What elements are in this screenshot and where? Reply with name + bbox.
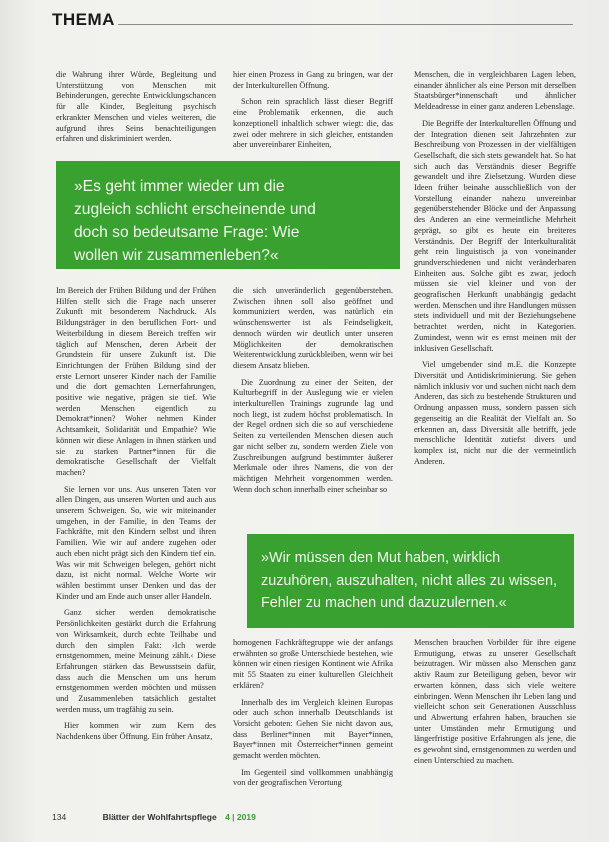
column-3-text [414,70,576,473]
page-footer [52,812,256,822]
paragraph: Innerhalb des im Vergleich kleinen Europas oder auch schon innerhalb Deutschlands ist Vorsicht geboten: Gehen Sie nicht davon aus, dass Berliner*innen mit Bayer*innen, Bayer*innen mit Österreicher*innen gemeint gemacht werden möchten. [233,697,393,761]
paragraph: hier einen Prozess in Gang zu bringen, war der der Interkulturellen Öffnung. [233,70,393,90]
pull-quote-2-line: zuzuhören, auszuhalten, nicht alles zu wissen, [261,572,557,589]
paragraph: Die Zuordnung zu einer der Seiten, der Kulturbegriff in der Auslegung wie er vielen interkulturellen Trainings zugrunde lag und noch liegt, ist zudem höchst problematisch. In der Regel ordnen sich die so auf verschiedene Seiten zu verteilenden Menschen diesen auch gar nicht selber zu, sondern werden Ziele von Zuschreibungen aufgrund bestimmter äußerer Merkmale oder ihres Namens, die von der mächtigen Mehrheit vorgenommen werden. Wenn doch schon innerhalb einer scheinbar so [233,377,393,494]
column-2-bottom [233,638,393,803]
page-number: 134 [52,812,67,822]
column-2-body [233,286,393,526]
paragraph: Im Bereich der Frühen Bildung und der Frühen Hilfen stellt sich die Frage nach unserer Zukunft mit besonderem Nachdruck. Als Bildungsträger in den beruflichen Fort- und Weiterbildung in diesem Bereich treffen wir täglich auf Menschen, deren Arbeit der Grundstein für unsere Zukunft ist. Die Einrichtungen der Frühen Bildung sind der erste Lernort unserer Kinder nach der Familie und die dort gemachten Lernerfahrungen, positive wie negative, prägen sie tief. Wie werden Menschen eigentlich zu Demokrat*innen? Woher nehmen Kinder Achtsamkeit, Solidarität und Empathie? Wie können wir diese Anlagen in ihnen stärken und sie zu starken Partner*innen für die demokratische Gesellschaft der Vielfalt machen? [56,286,216,477]
paragraph: homogenen Fachkräftegruppe wie der anfangs erwähnten so große Unterschiede bestehen, wie können wir einen riesigen Kontinent wie Afrika mit 55 Staaten zu einer kulturellen Gleichheit erklären? [233,638,393,690]
pull-quote-1-line: zugleich schlicht erscheinende und [74,201,316,218]
pull-quote-1-line: »Es geht immer wieder um die [74,178,285,195]
journal-name: Blätter der Wohlfahrtspflege [102,812,217,822]
pull-quote-1-line: wollen wir zusammenleben?« [74,247,279,264]
pull-quote-2-line: »Wir müssen den Mut haben, wirklich [261,550,501,566]
section-title: THEMA [52,10,115,29]
pull-quote-2-line: Fehler zu machen und dazuzulernen.« [261,595,507,611]
column-3-bottom [414,638,576,803]
section-rule [118,24,573,25]
paragraph: Im Gegenteil sind vollkommen unabhängig von der geografischen Verortung [233,767,393,788]
paragraph: Menschen brauchen Vorbilder für ihre eigene Ermutigung, etwas zu unserer Gesellschaft beizutragen. Wir müssen also Menschen ganz aktiv Raum zur Beteiligung geben, bevor wir erwarten können, dass sich viele weitere einbringen. Wenn Menschen ihr Leben lang und vielleicht schon seit Generationen Ausschluss und Abwertung erfahren haben, brauchen sie unter Umständen mehr Ermutigung und längerfristige positive Erfahrungen als jene, die es gewohnt sind, ernstgenommen zu werden und einen Unterschied zu machen. [414,638,576,765]
column-1-body [56,286,216,801]
pull-quote-1 [56,161,400,269]
column-2-top [233,70,393,157]
pull-quote-2 [247,534,574,628]
paragraph: die Wahrung ihrer Würde, Begleitung und Unterstützung von Menschen mit Behinderungen, gerechte Entwicklungschancen für alle Kinder, Begleitung psychisch erkrankter Menschen und vieles weiteren, die aufgrund ihres Seins benachteiligungen erfahren und diskriminiert werden. [56,70,216,144]
column-1-top [56,70,216,151]
paragraph: die sich unveränderlich gegenüberstehen. Zwischen ihnen soll also geöffnet und kommuniziert werden, was natürlich ein wünschenswerter ist als Feindseligkeit, dennoch würden wir deutlich unter unseren Möglichkeiten der demokratischen Weiterentwicklung zurückbleiben, wenn wir bei diesem Ansatz blieben. [233,286,393,370]
paragraph: Sie lernen vor uns. Aus unseren Taten vor allen Dingen, aus unseren Worten und auch aus unserem Schweigen. So, wie wir miteinander umgehen, in der Familie, in den Teams der Fachkräfte, mit den Kindern selbst und ihren Familien. Wie wir auf andere zugehen oder auch eben nicht prägt sich den Kindern tief ein. Was wir mit Schweigen belegen, gehört nicht dazu, ist nicht normal. Welche Worte wir wählen bestimmt unser Denken und das der Kinder und am Ende auch unser aller Handeln. [56,484,216,601]
paragraph: Hier kommen wir zum Kern des Nachdenkens über Öffnung. Ein früher Ansatz, [56,721,216,742]
paragraph: Viel umgebender sind m.E. die Konzepte Diversität und Antidiskriminierung. Sie gehen nämlich inklusiv vor und suchen nicht nach dem Anderen, das sich zu bestehende Strukturen und Ordnung anpassen muss, sondern passen sich gegenseitig an die Realität der Vielfalt an. So erkennen an, dass Diversität alle betrifft, jede menschliche Identität zutiefst divers und komplex ist, nicht nur die der vermeintlich Anderen. [414,360,576,466]
issue-number: 4 | 2019 [225,812,256,822]
paragraph: Schon rein sprachlich lässt dieser Begriff eine Problematik erkennen, die auch konzeptionell inhaltlich schwer wiegt: die, das zwei oder mehrere in sich gleicher, entstanden aber unvereinbarer Einheiten, [233,97,393,150]
pull-quote-1-line: doch so bedeutsame Frage: Wie [74,224,300,241]
paragraph: Ganz sicher werden demokratische Persönlichkeiten gestärkt durch die Erfahrung von Wirksamkeit, durch echte Teilhabe und durch den simplen Fakt: ›Ich werde ernstgenommen, meine Meinung zählt.‹ Diese Erfahrungen stärken das Bewusstsein dafür, dass auch die Menschen um uns herum ernstgenommen werden möchten und müssen und Zusammenleben tatsächlich gestaltet werden muss, um tragfähig zu sein. [56,608,216,714]
paragraph: Die Begriffe der Interkulturellen Öffnung und der Integration dienen seit Jahrzehnten zur Beschreibung von Prozessen in der vielfältigen Gesellschaft, die sich stets gewandelt hat. So hat sich auch das Verständnis dieser Begriffe gewandelt und ihre Zielsetzung. Wurden diese Ideen früher beinahe ausschließlich von der Vorstellung einander nahezu unvereinbar gegenüberstehender Blöcke und der Anpassung des Anderen an eine vermeintliche Mehrheit geprägt, so gibt es heute ein breiteres Verständnis. Der Begriff der Interkulturalität geht rein linguistisch ja von voneinander grundverschiedenen und nicht veränderbaren Einheiten aus. Solche gibt es zwar, jedoch müssen sie viel kleiner und von der geografischen Herkunft unabhängig gedacht werden. Menschen und ihre Handlungen müssen stets individuell und mit der Beziehungsebene betrachtet werden, nicht in Kategorien. Zumindest, wenn wir es ernst meinen mit der inklusiven Gesellschaft. [414,118,576,353]
paragraph: Menschen, die in vergleichbaren Lagen leben, einander ähnlicher als eine Person mit derselben Staatsbürger*innenschaft und ähnlicher Meldeadresse in einer ganz anderen Lebenslage. [414,70,576,112]
